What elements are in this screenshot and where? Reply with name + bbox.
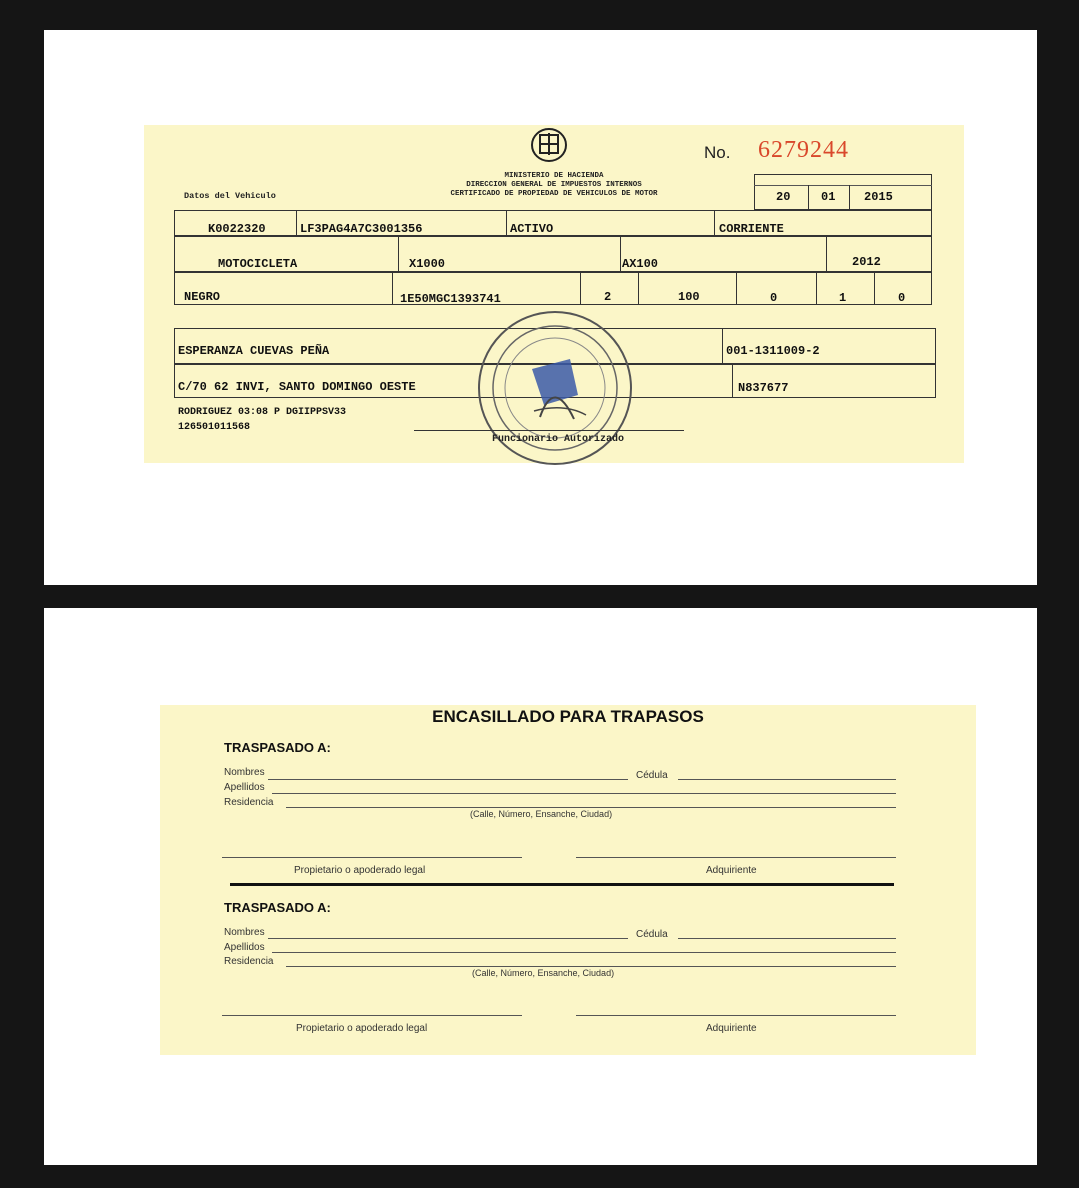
section1-residence-label: Residencia xyxy=(224,797,274,808)
passengers-value: 1 xyxy=(839,291,847,305)
section2-owner-sign-label: Propietario o apoderado legal xyxy=(296,1023,428,1034)
chassis-value: LF3PAG4A7C3001356 xyxy=(300,222,423,236)
number-label: No. xyxy=(704,143,731,162)
control-number: 126501011568 xyxy=(178,422,251,433)
emission-type-value: CORRIENTE xyxy=(719,222,784,236)
transfer-title: ENCASILLADO PARA TRAPASOS xyxy=(432,707,704,726)
section1-address-hint: (Calle, Número, Ensanche, Ciudad) xyxy=(470,809,613,819)
section1-id-label: Cédula xyxy=(636,770,668,781)
section2-residence-label: Residencia xyxy=(224,956,274,967)
certificate-title: CERTIFICADO DE PROPIEDAD DE VEHICULOS DE MOTOR xyxy=(450,190,658,198)
section2-surname-label: Apellidos xyxy=(224,942,265,953)
coat-of-arms-icon xyxy=(529,125,569,165)
plate-value: K0022320 xyxy=(208,222,266,236)
section1-owner-sign-label: Propietario o apoderado legal xyxy=(294,865,426,876)
section2-name-label: Nombres xyxy=(224,927,265,938)
doors-value: 0 xyxy=(770,291,778,305)
year-value: 2012 xyxy=(852,255,881,269)
motor-serial-value: 1E50MGC1393741 xyxy=(400,292,501,306)
section2-id-label: Cédula xyxy=(636,929,668,940)
operator-line: RODRIGUEZ 03:08 P DGIIPPSV33 xyxy=(178,407,347,418)
section1-surname-label: Apellidos xyxy=(224,782,265,793)
ownership-certificate xyxy=(144,125,964,463)
model-value: AX100 xyxy=(622,257,659,271)
section1-buyer-sign-label: Adquiriente xyxy=(706,865,757,876)
status-value: ACTIVO xyxy=(510,222,554,236)
axles-value: 0 xyxy=(898,291,906,305)
transfer-form xyxy=(160,705,976,1055)
section2-buyer-sign-label: Adquiriente xyxy=(706,1023,757,1034)
section-divider xyxy=(230,883,894,886)
owner-name-value: ESPERANZA CUEVAS PEÑA xyxy=(178,344,330,358)
brand-value: X1000 xyxy=(409,257,446,271)
issue-day: 20 xyxy=(776,190,791,204)
issue-month: 01 xyxy=(821,190,836,204)
section2-address-hint: (Calle, Número, Ensanche, Ciudad) xyxy=(472,968,615,978)
address-value: C/70 62 INVI, SANTO DOMINGO OESTE xyxy=(178,380,416,394)
owner-id-value: 001-1311009-2 xyxy=(726,344,820,358)
certificate-page xyxy=(44,30,1037,585)
cylinders-value: 2 xyxy=(604,290,612,304)
section1-heading: TRASPASADO A: xyxy=(224,740,331,755)
ministry-heading: MINISTERIO DE HACIENDA xyxy=(504,172,604,180)
section1-name-label: Nombres xyxy=(224,767,265,778)
transfer-page xyxy=(44,608,1037,1165)
certificate-number: 6279244 xyxy=(758,137,849,163)
vehicle-type-value: MOTOCICLETA xyxy=(218,257,298,271)
row-color xyxy=(174,272,932,305)
capacity-value: 100 xyxy=(678,290,700,304)
color-value: NEGRO xyxy=(184,290,221,304)
issue-year: 2015 xyxy=(864,190,893,204)
section2-heading: TRASPASADO A: xyxy=(224,900,331,915)
direction-heading: DIRECCION GENERAL DE IMPUESTOS INTERNOS xyxy=(466,181,642,189)
registration-value: N837677 xyxy=(738,381,789,395)
signature-label: Funcionario Autorizado xyxy=(492,434,625,445)
vehicle-data-label: Datos del Vehiculo xyxy=(184,191,276,201)
